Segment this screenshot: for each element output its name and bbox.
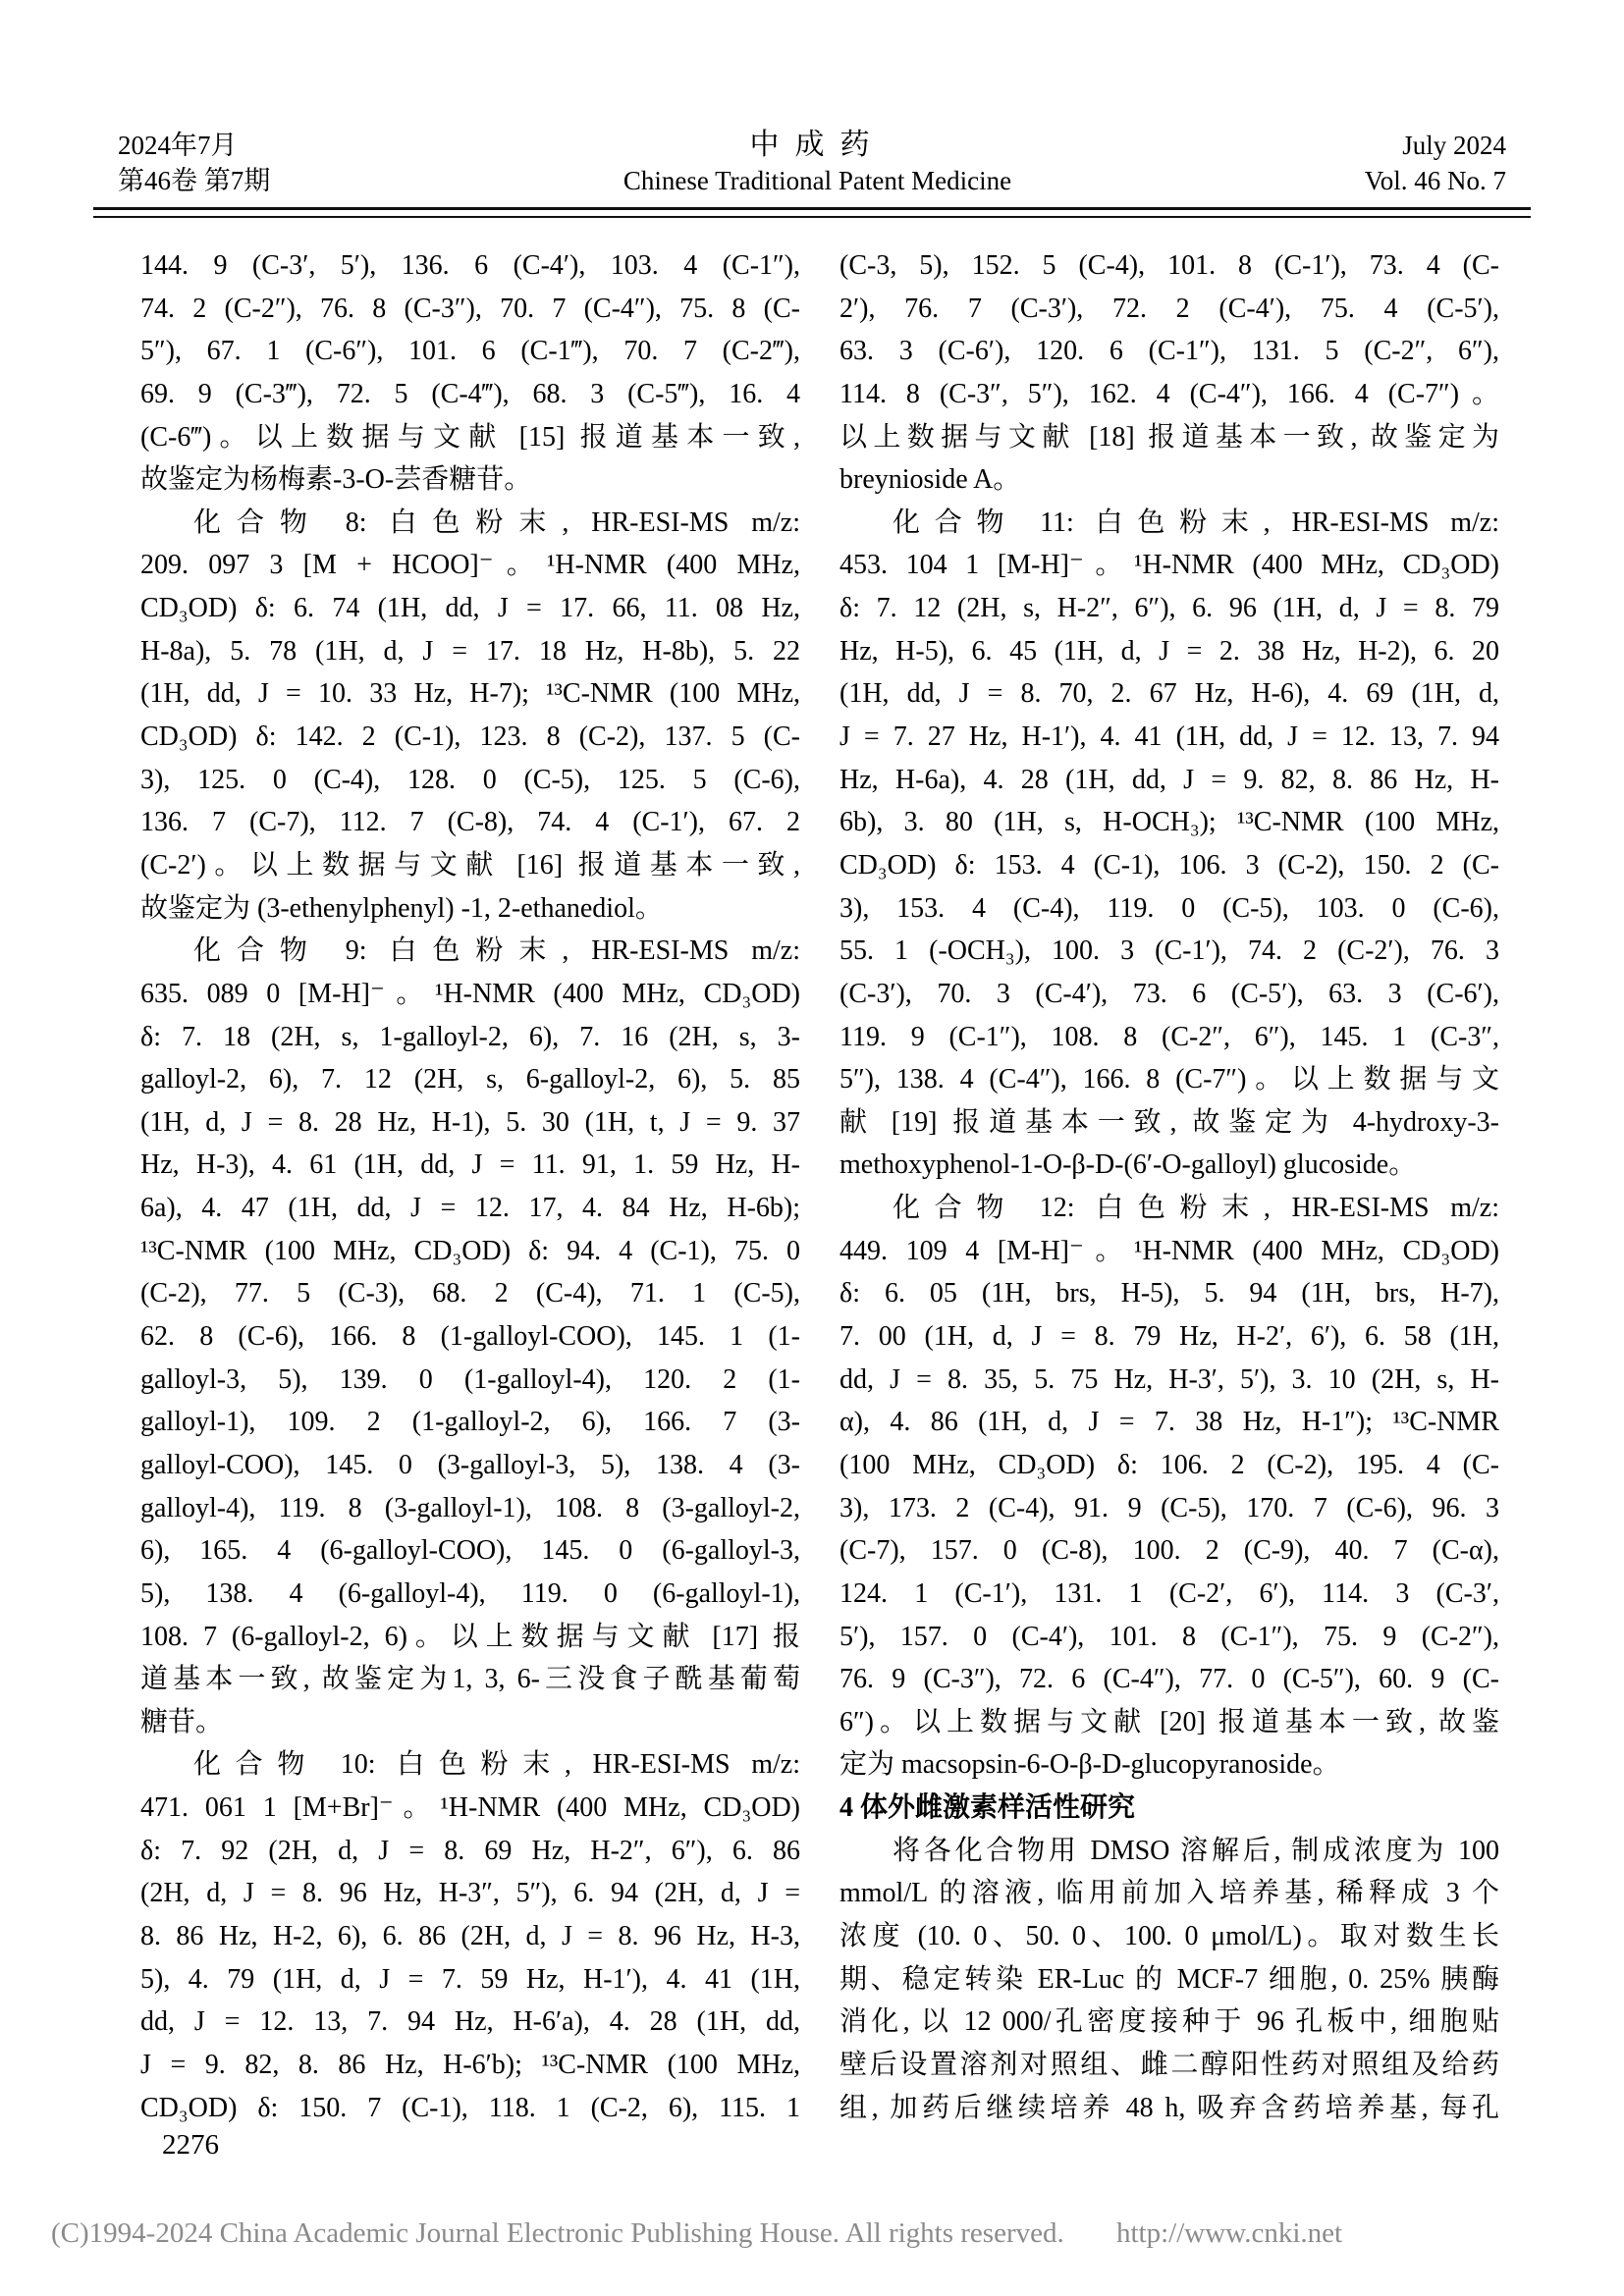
page-header bbox=[118, 128, 1506, 198]
text-line: 化合物 11: 白色粉末, HR-ESI-MS m/z: bbox=[893, 507, 1499, 538]
page-footer bbox=[51, 2216, 1342, 2250]
text-line: dd, J = 12. 13, 7. 94 Hz, H-6′a), 4. 28 (1H, dd, bbox=[140, 2006, 800, 2038]
header-volume-en: Vol. 46 No. 7 bbox=[1364, 166, 1506, 195]
text-line: 108. 7 (6-galloyl-2, 6)。以上数据与文献 [17] 报 bbox=[140, 1621, 800, 1652]
text-line: 化合物 12: 白色粉末, HR-ESI-MS m/z: bbox=[893, 1193, 1499, 1224]
text-line: 献 [19] 报道基本一致, 故鉴定为 4-hydroxy-3- bbox=[839, 1106, 1499, 1138]
text-line: (100 MHz, CD₃OD) δ: 106. 2 (C-2), 195. 4 (C- bbox=[839, 1449, 1499, 1480]
text-line: 63. 3 (C-6′), 120. 6 (C-1″), 131. 5 (C-2″, 6″), bbox=[839, 336, 1499, 367]
text-line: (1H, dd, J = 8. 70, 2. 67 Hz, H-6), 4. 69 (1H, d, bbox=[839, 678, 1499, 710]
text-line: CD₃OD) δ: 142. 2 (C-1), 123. 8 (C-2), 137. 5 (C- bbox=[140, 721, 800, 753]
text-line: 449. 109 4 [M-H]⁻。¹H-NMR (400 MHz, CD₃OD) bbox=[839, 1235, 1499, 1266]
header-volume-cn: 第46卷 第7期 bbox=[118, 166, 271, 195]
text-line: 6a), 4. 47 (1H, dd, J = 12. 17, 4. 84 Hz, H-6b); bbox=[140, 1193, 800, 1224]
text-line: CD₃OD) δ: 6. 74 (1H, dd, J = 17. 66, 11. 08 Hz, bbox=[140, 593, 800, 624]
text-line: 69. 9 (C-3‴), 72. 5 (C-4‴), 68. 3 (C-5‴), 16. 4 bbox=[140, 378, 800, 409]
text-line: 3), 173. 2 (C-4), 91. 9 (C-5), 170. 7 (C-6), 96. 3 bbox=[839, 1492, 1499, 1523]
header-date-cn: 2024年7月 bbox=[118, 131, 238, 160]
text-line: (C-3, 5), 152. 5 (C-4), 101. 8 (C-1′), 73. 4 (C- bbox=[839, 250, 1499, 281]
text-line: 8. 86 Hz, H-2, 6), 6. 86 (2H, d, J = 8. 96 Hz, H-3, bbox=[140, 1920, 800, 1951]
text-line: dd, J = 8. 35, 5. 75 Hz, H-3′, 5′), 3. 10 (2H, s, H- bbox=[839, 1363, 1499, 1395]
text-column-left bbox=[140, 244, 800, 2129]
text-line: 119. 9 (C-1″), 108. 8 (C-2″, 6″), 145. 1 (C-3″, bbox=[839, 1021, 1499, 1052]
text-line: 定为 macsopsin-6-O-β-D-glucopyranoside。 bbox=[839, 1749, 1340, 1781]
text-line: 124. 1 (C-1′), 131. 1 (C-2′, 6′), 114. 3 (C-3′, bbox=[839, 1577, 1499, 1609]
text-line: 6), 165. 4 (6-galloyl-COO), 145. 0 (6-galloyl-3, bbox=[140, 1535, 800, 1567]
text-line: 635. 089 0 [M-H]⁻。¹H-NMR (400 MHz, CD₃OD) bbox=[140, 978, 800, 1009]
text-line: 道基本一致, 故鉴定为1, 3, 6-三没食子酰基葡萄 bbox=[140, 1664, 800, 1695]
text-line: 453. 104 1 [M-H]⁻。¹H-NMR (400 MHz, CD₃OD) bbox=[839, 550, 1499, 581]
text-line: 6b), 3. 80 (1H, s, H-OCH₃); ¹³C-NMR (100 MHz, bbox=[839, 807, 1499, 838]
text-line: 化合物 9: 白色粉末, HR-ESI-MS m/z: bbox=[193, 935, 800, 967]
text-line: galloyl-2, 6), 7. 12 (2H, s, 6-galloyl-2, 6), 5. 85 bbox=[140, 1064, 800, 1095]
text-line: methoxyphenol-1-O-β-D-(6′-O-galloyl) glucoside。 bbox=[839, 1149, 1417, 1181]
text-line: Hz, H-5), 6. 45 (1H, d, J = 2. 38 Hz, H-2), 6. 20 bbox=[839, 635, 1499, 667]
text-line: 糖苷。 bbox=[140, 1706, 224, 1737]
text-line: (2H, d, J = 8. 96 Hz, H-3″, 5″), 6. 94 (2H, d, J = bbox=[140, 1878, 800, 1909]
header-left bbox=[118, 128, 270, 198]
text-line: (C-2′)。以上数据与文献 [16] 报道基本一致, bbox=[140, 849, 800, 881]
text-line: CD₃OD) δ: 153. 4 (C-1), 106. 3 (C-2), 150. 2 (C- bbox=[839, 849, 1499, 881]
text-line: 144. 9 (C-3′, 5′), 136. 6 (C-4′), 103. 4 (C-1″), bbox=[140, 250, 800, 281]
text-line: 以上数据与文献 [18] 报道基本一致, 故鉴定为 bbox=[839, 421, 1499, 453]
text-line: (C-7), 157. 0 (C-8), 100. 2 (C-9), 40. 7 (C-α), bbox=[839, 1535, 1499, 1567]
text-line: 故鉴定为杨梅素-3-O-芸香糖苷。 bbox=[140, 464, 532, 496]
page-number: 2276 bbox=[162, 2129, 219, 2161]
text-column-right bbox=[839, 244, 1499, 2129]
text-line: 136. 7 (C-7), 112. 7 (C-8), 74. 4 (C-1′), 67. 2 bbox=[140, 807, 800, 838]
text-line: H-8a), 5. 78 (1H, d, J = 17. 18 Hz, H-8b), 5. 22 bbox=[140, 635, 800, 667]
text-line: CD₃OD) δ: 150. 7 (C-1), 118. 1 (C-2, 6), 115. 1 bbox=[140, 2092, 800, 2123]
footer-copyright: (C)1994-2024 China Academic Journal Electronic Publishing House. All rights reserved. bbox=[51, 2217, 1064, 2249]
footer-url: http://www.cnki.net bbox=[1115, 2217, 1343, 2249]
text-line: (1H, d, J = 8. 28 Hz, H-1), 5. 30 (1H, t, J = 9. 37 bbox=[140, 1106, 800, 1138]
text-line: 5), 4. 79 (1H, d, J = 7. 59 Hz, H-1′), 4. 41 (1H, bbox=[140, 1963, 800, 1995]
text-line: J = 7. 27 Hz, H-1′), 4. 41 (1H, dd, J = 12. 13, 7. 94 bbox=[839, 721, 1499, 753]
text-line: galloyl-COO), 145. 0 (3-galloyl-3, 5), 138. 4 (3- bbox=[140, 1449, 800, 1480]
text-line: 4 体外雌激素样活性研究 bbox=[839, 1792, 1136, 1824]
text-line: (C-3′), 70. 3 (C-4′), 73. 6 (C-5′), 63. 3 (C-6′), bbox=[839, 978, 1499, 1009]
text-line: δ: 7. 18 (2H, s, 1-galloyl-2, 6), 7. 16 (2H, s, 3- bbox=[140, 1021, 800, 1052]
text-line: Hz, H-3), 4. 61 (1H, dd, J = 11. 91, 1. 59 Hz, H- bbox=[140, 1149, 800, 1181]
header-right bbox=[1365, 128, 1506, 198]
text-line: 114. 8 (C-3″, 5″), 162. 4 (C-4″), 166. 4 (C-7″)。 bbox=[839, 378, 1499, 409]
text-line: (1H, dd, J = 10. 33 Hz, H-7); ¹³C-NMR (100 MHz, bbox=[140, 678, 800, 710]
text-line: breynioside A。 bbox=[839, 464, 1021, 496]
text-line: δ: 7. 12 (2H, s, H-2″, 6″), 6. 96 (1H, d, J = 8. 79 bbox=[839, 593, 1499, 624]
header-center bbox=[623, 128, 1011, 198]
text-line: 消化, 以 12 000/孔密度接种于 96 孔板中, 细胞贴 bbox=[839, 2006, 1499, 2038]
journal-title-en: Chinese Traditional Patent Medicine bbox=[623, 166, 1012, 195]
text-line: 将各化合物用 DMSO 溶解后, 制成浓度为 100 bbox=[893, 1835, 1499, 1866]
text-line: δ: 7. 92 (2H, d, J = 8. 69 Hz, H-2″, 6″), 6. 86 bbox=[140, 1835, 800, 1866]
text-line: δ: 6. 05 (1H, brs, H-5), 5. 94 (1H, brs, H-7), bbox=[839, 1278, 1499, 1309]
text-line: 74. 2 (C-2″), 76. 8 (C-3″), 70. 7 (C-4″), 75. 8 (C- bbox=[140, 293, 800, 324]
text-line: 期、稳定转染 ER-Luc 的 MCF-7 细胞, 0. 25% 胰酶 bbox=[839, 1963, 1499, 1995]
text-line: 209. 097 3 [M + HCOO]⁻。¹H-NMR (400 MHz, bbox=[140, 550, 800, 581]
text-line: 组, 加药后继续培养 48 h, 吸弃含药培养基, 每孔 bbox=[839, 2092, 1499, 2123]
text-line: 3), 125. 0 (C-4), 128. 0 (C-5), 125. 5 (C-6), bbox=[140, 764, 800, 795]
text-line: 6″)。以上数据与文献 [20] 报道基本一致, 故鉴 bbox=[839, 1706, 1499, 1737]
text-line: 壁后设置溶剂对照组、雌二醇阳性药对照组及给药 bbox=[839, 2049, 1499, 2080]
text-line: 浓度 (10. 0、50. 0、100. 0 μmol/L)。取对数生长 bbox=[839, 1920, 1499, 1951]
text-line: 3), 153. 4 (C-4), 119. 0 (C-5), 103. 0 (C-6), bbox=[839, 892, 1499, 924]
text-line: galloyl-3, 5), 139. 0 (1-galloyl-4), 120. 2 (1- bbox=[140, 1363, 800, 1395]
text-line: (C-2), 77. 5 (C-3), 68. 2 (C-4), 71. 1 (C-5), bbox=[140, 1278, 800, 1309]
text-line: 化合物 8: 白色粉末, HR-ESI-MS m/z: bbox=[193, 507, 800, 538]
text-line: α), 4. 86 (1H, d, J = 7. 38 Hz, H-1″); ¹³C-NMR bbox=[839, 1407, 1499, 1438]
text-line: J = 9. 82, 8. 86 Hz, H-6′b); ¹³C-NMR (100 MHz, bbox=[140, 2049, 800, 2080]
text-line: 7. 00 (1H, d, J = 8. 79 Hz, H-2′, 6′), 6. 58 (1H, bbox=[839, 1321, 1499, 1353]
header-date-en: July 2024 bbox=[1402, 131, 1506, 160]
text-line: 5′), 157. 0 (C-4′), 101. 8 (C-1″), 75. 9 (C-2″), bbox=[839, 1621, 1499, 1652]
text-line: mmol/L 的溶液, 临用前加入培养基, 稀释成 3 个 bbox=[839, 1878, 1499, 1909]
text-line: 5″), 67. 1 (C-6″), 101. 6 (C-1‴), 70. 7 (C-2‴), bbox=[140, 336, 800, 367]
text-line: 化合物 10: 白色粉末, HR-ESI-MS m/z: bbox=[193, 1749, 800, 1781]
text-line: (C-6‴)。以上数据与文献 [15] 报道基本一致, bbox=[140, 421, 800, 453]
text-line: 5″), 138. 4 (C-4″), 166. 8 (C-7″)。以上数据与文 bbox=[839, 1064, 1499, 1095]
text-line: galloyl-4), 119. 8 (3-galloyl-1), 108. 8 (3-galloyl-2, bbox=[140, 1492, 800, 1523]
text-line: galloyl-1), 109. 2 (1-galloyl-2, 6), 166. 7 (3- bbox=[140, 1407, 800, 1438]
text-line: 55. 1 (-OCH₃), 100. 3 (C-1′), 74. 2 (C-2′), 76. 3 bbox=[839, 935, 1499, 967]
header-double-rule bbox=[93, 207, 1531, 218]
text-line: 2′), 76. 7 (C-3′), 72. 2 (C-4′), 75. 4 (C-5′), bbox=[839, 293, 1499, 324]
text-line: 5), 138. 4 (6-galloyl-4), 119. 0 (6-galloyl-1), bbox=[140, 1577, 800, 1609]
text-line: 62. 8 (C-6), 166. 8 (1-galloyl-COO), 145. 1 (1- bbox=[140, 1321, 800, 1353]
text-line: 471. 061 1 [M+Br]⁻。¹H-NMR (400 MHz, CD₃OD) bbox=[140, 1792, 800, 1824]
text-line: Hz, H-6a), 4. 28 (1H, dd, J = 9. 82, 8. 86 Hz, H- bbox=[839, 764, 1499, 795]
text-line: ¹³C-NMR (100 MHz, CD₃OD) δ: 94. 4 (C-1), 75. 0 bbox=[140, 1235, 800, 1266]
text-line: 故鉴定为 (3-ethenylphenyl) -1, 2-ethanediol。 bbox=[140, 892, 663, 924]
journal-title-cn: 中成药 bbox=[749, 129, 886, 161]
text-line: 76. 9 (C-3″), 72. 6 (C-4″), 77. 0 (C-5″), 60. 9 (C- bbox=[839, 1664, 1499, 1695]
